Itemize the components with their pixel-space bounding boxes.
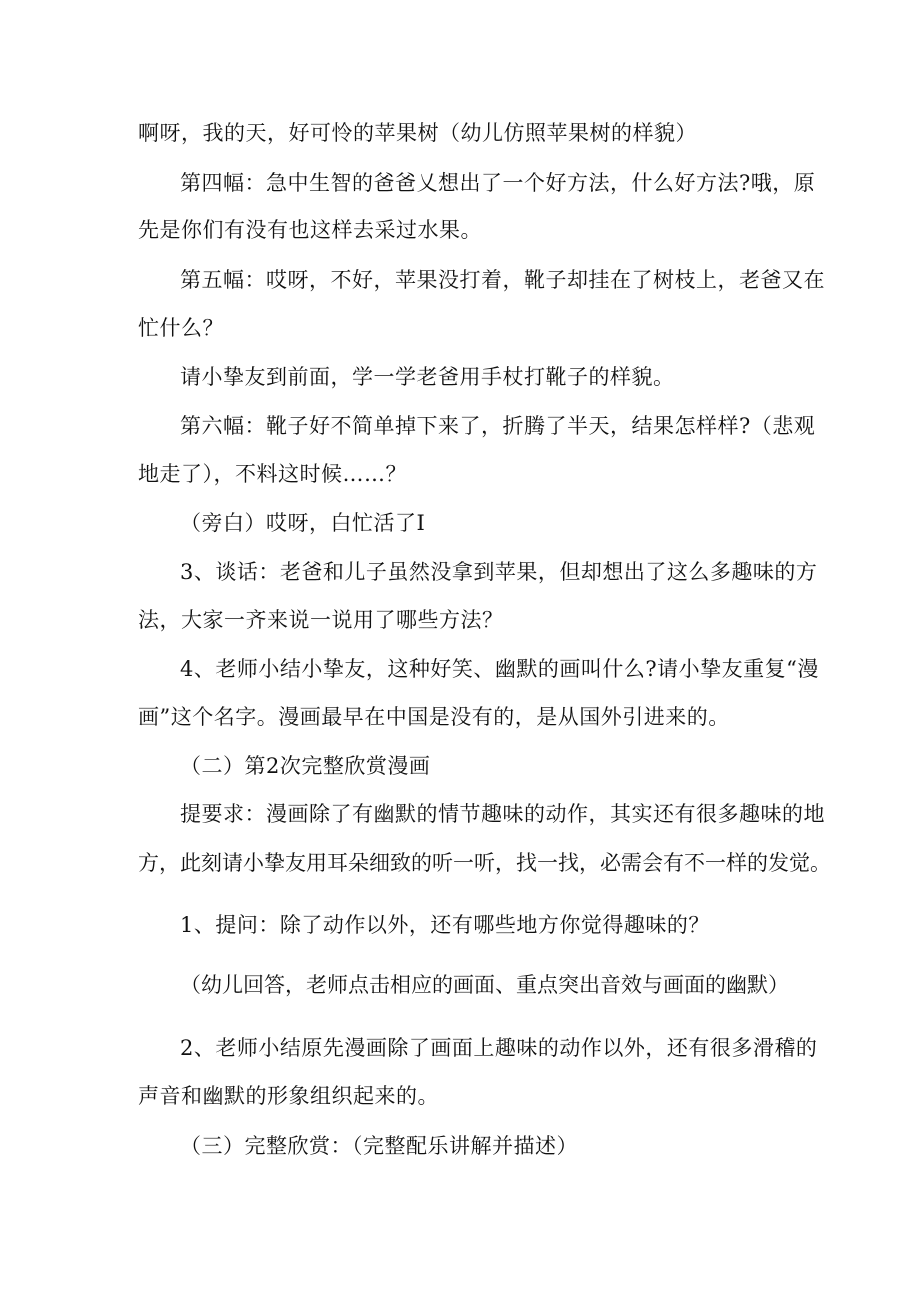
text-line: 法，大家一齐来说一说用了哪些方法？	[138, 608, 504, 632]
text-line: 啊呀，我的天，好可怜的苹果树（幼儿仿照苹果树的样貌）	[138, 121, 697, 145]
text-line: 地走了），不料这时候……？	[138, 462, 407, 486]
text-line: 声音和幽默的形象组织起来的。	[138, 1084, 439, 1108]
text-line: 提要求：漫画除了有幽默的情节趣味的动作，其实还有很多趣味的地	[180, 802, 825, 826]
text-line: 2、老师小结原先漫画除了画面上趣味的动作以外，还有很多滑稽的	[180, 1036, 818, 1060]
text-line: 1、提问：除了动作以外，还有哪些地方你觉得趣味的？	[180, 913, 710, 937]
text-line: 第四幅：急中生智的爸爸乂想出了一个好方法，什么好方法?哦，原	[180, 171, 816, 195]
text-line: 第六幅：靴子好不简单掉下来了，折腾了半天，结果怎样样?（悲观	[180, 414, 816, 438]
text-line: 请小挚友到前面，学一学老爸用手杖打靴子的样貌。	[180, 365, 675, 389]
section-heading: （二）第2次完整欣赏漫画	[180, 754, 431, 778]
text-line: 4、老师小结小挚友，这种好笑、幽默的画叫什么?请小挚友重复“漫	[180, 657, 819, 681]
text-line: 第五幅：哎呀，不好，苹果没打着，靴子却挂在了树枝上，老爸又在	[180, 268, 825, 292]
text-line: 忙什么？	[138, 316, 224, 340]
text-line: （旁白）哎呀，白忙活了I	[180, 511, 426, 535]
text-line: 3、谈话：老爸和儿子虽然没拿到苹果，但却想出了这么多趣味的方	[180, 560, 818, 584]
section-heading: （三）完整欣赏：（完整配乐讲解并描述）	[180, 1134, 578, 1158]
text-line: 画”这个名字。漫画最早在中国是没有的，是从国外引进来的。	[138, 705, 730, 729]
text-line: 方，此刻请小挚友用耳朵细致的听一听，找一找，必需会有不一样的发觉。	[138, 851, 831, 875]
text-line: （幼儿回答，老师点击相应的画面、重点突出音效与画面的幽默）	[180, 973, 789, 997]
text-line: 先是你们有没有也这样去采过水果。	[138, 218, 482, 242]
